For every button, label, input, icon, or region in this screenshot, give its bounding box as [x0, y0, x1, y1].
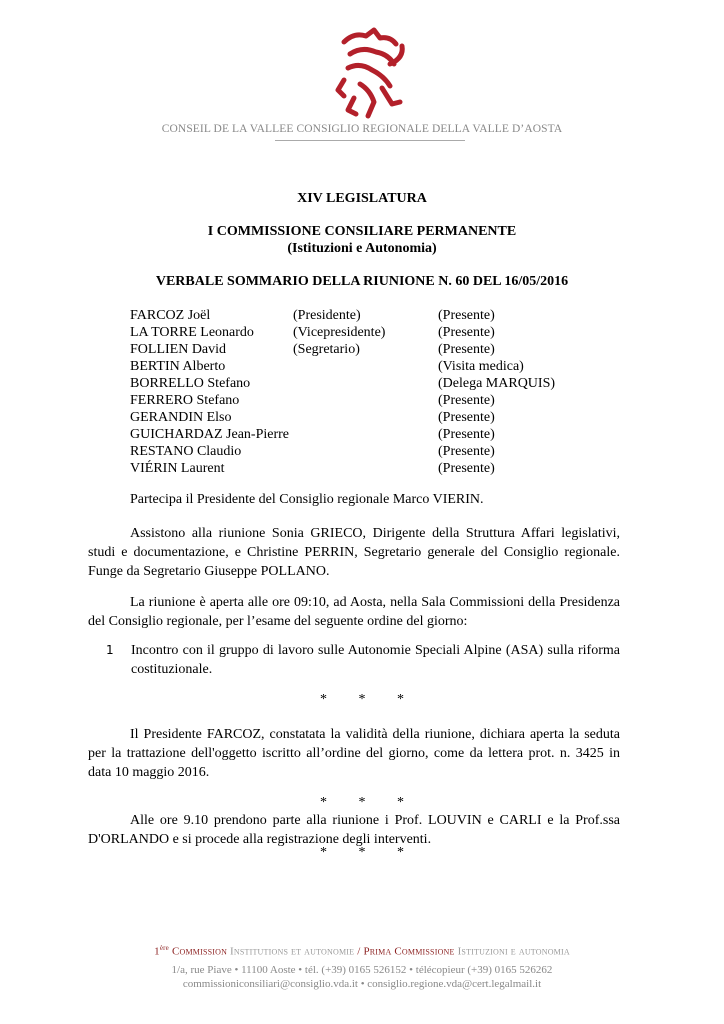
member-status: (Presente) [438, 427, 495, 442]
commissione-subtitle: (Istituzioni e Autonomia) [287, 241, 437, 256]
agenda-item-text: Incontro con il gruppo di lavoro sulle Autonomie Speciali Alpine (ASA) sulla riforma costituzionale. [131, 643, 620, 677]
member-status: (Presente) [438, 461, 495, 476]
commissione-title: I COMMISSIONE CONSILIARE PERMANENTE [207, 224, 517, 239]
member-name: GERANDIN Elso [130, 410, 232, 425]
footer-commission-line [0, 944, 724, 958]
apertura-paragraph: La riunione è aperta alle ore 09:10, ad Aosta, nella Sala Commissioni della Presidenza del Consiglio regionale, per l’esame del seguente ordine del giorno: [88, 595, 620, 629]
interventi-paragraph: Alle ore 9.10 prendono parte alla riunione i Prof. LOUVIN e CARLI e la Prof.ssa D'ORLANDO e si procede alla registrazione degli interventi. [88, 813, 620, 847]
header-divider [275, 140, 465, 141]
member-name: BORRELLO Stefano [130, 376, 251, 391]
footer-emails: commissioniconsiliari@consiglio.vda.it • consiglio.regione.vda@cert.legalmail.it [182, 978, 542, 990]
member-row [130, 409, 630, 426]
member-name: GUICHARDAZ Jean-Pierre [130, 427, 290, 442]
member-row [130, 324, 630, 341]
member-row [130, 460, 630, 477]
separator: * * * [320, 795, 418, 810]
separator: * * * [320, 692, 418, 707]
member-row [130, 307, 630, 324]
institution-header: CONSEIL DE LA VALLEE CONSIGLIO REGIONALE DELLA VALLE D’AOSTA [161, 123, 563, 135]
member-name: FERRERO Stefano [130, 393, 240, 408]
footer-address: 1/a, rue Piave • 11100 Aoste • tél. (+39) 0165 526152 • télécopieur (+39) 0165 526262 [171, 964, 553, 976]
member-status: (Presente) [438, 325, 495, 340]
verbale-title: VERBALE SOMMARIO DELLA RIUNIONE N. 60 DEL 16/05/2016 [155, 274, 569, 289]
footer-fr-rest: Institutions et autonomie [230, 945, 355, 958]
assistono-paragraph: Assistono alla riunione Sonia GRIECO, Dirigente della Struttura Affari legislativi, studi e documentazione, e Christine PERRIN, Segretario generale del Consiglio regionale. Funge da Segretario Giuseppe POLLANO. [88, 526, 620, 579]
separator: * * * [320, 845, 418, 860]
footer-it-rest: Istituzioni e autonomia [457, 945, 570, 958]
footer-it-prima: Prima Commissione [363, 945, 455, 958]
member-status: (Visita medica) [438, 359, 524, 374]
member-status: (Presente) [438, 410, 495, 425]
presidente-paragraph: Il Presidente FARCOZ, constatata la validità della riunione, dichiara aperta la seduta per la trattazione dell'oggetto iscritto all’ordine del giorno, come da lettera prot. n. 3425 in data 10 maggio 2016. [88, 727, 620, 780]
member-name: BERTIN Alberto [130, 359, 226, 374]
footer-contacts [0, 963, 724, 991]
footer-fr-sup: ère [159, 944, 169, 952]
agenda-item-number: 1 [106, 643, 114, 657]
member-row [130, 375, 630, 392]
member-row [130, 392, 630, 409]
members-list [130, 307, 630, 477]
member-status: (Delega MARQUIS) [438, 376, 556, 391]
member-row [130, 443, 630, 460]
member-row [130, 358, 630, 375]
member-name: RESTANO Claudio [130, 444, 242, 459]
member-status: (Presente) [438, 342, 495, 357]
member-row [130, 426, 630, 443]
legislatura-title: XIV LEGISLATURA [297, 191, 427, 206]
footer-fr-number: 1 [154, 945, 160, 958]
member-role: (Segretario) [293, 342, 360, 357]
member-status: (Presente) [438, 308, 495, 323]
member-status: (Presente) [438, 444, 495, 459]
partecipa-paragraph: Partecipa il Presidente del Consiglio regionale Marco VIERIN. [130, 492, 484, 507]
member-name: LA TORRE Leonardo [130, 325, 254, 340]
member-role: (Presidente) [293, 308, 361, 323]
member-name: FARCOZ Joël [130, 308, 211, 323]
member-row [130, 341, 630, 358]
footer-fr-commission: Commission [171, 945, 228, 958]
lion-rampant-icon [330, 24, 410, 124]
member-status: (Presente) [438, 393, 495, 408]
member-role: (Vicepresidente) [293, 325, 386, 340]
footer-slash: / [357, 945, 361, 958]
member-name: FOLLIEN David [130, 342, 227, 357]
member-name: VIÉRIN Laurent [130, 461, 225, 476]
